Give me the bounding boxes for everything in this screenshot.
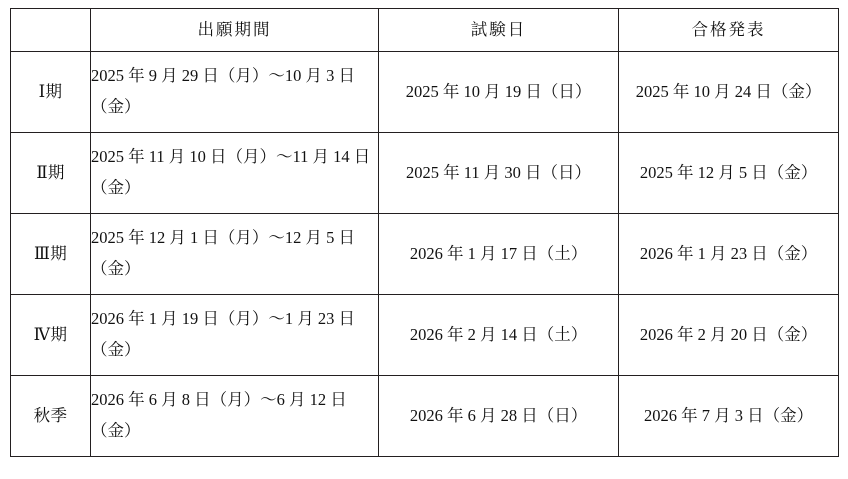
cell-term: Ⅱ期 (11, 133, 91, 214)
table-row (11, 52, 839, 133)
cell-exam-date: 2026 年 6 月 28 日（日） (379, 376, 619, 457)
column-header-exam-date (379, 9, 619, 52)
cell-term: 秋季 (11, 376, 91, 457)
cell-application-period: 2025 年 11 月 10 日（月）～11 月 14 日（金） (91, 133, 379, 214)
table-row (11, 295, 839, 376)
column-header-result-announcement (619, 9, 839, 52)
cell-application-period: 2025 年 9 月 29 日（月）～10 月 3 日（金） (91, 52, 379, 133)
table-row (11, 133, 839, 214)
column-header-result-announcement-label: 合格発表 (691, 19, 766, 39)
cell-exam-date: 2025 年 10 月 19 日（日） (379, 52, 619, 133)
header-row (11, 9, 839, 52)
cell-term: Ⅳ期 (11, 295, 91, 376)
cell-result-announcement: 2026 年 1 月 23 日（金） (619, 214, 839, 295)
cell-exam-date: 2026 年 1 月 17 日（土） (379, 214, 619, 295)
cell-result-announcement: 2026 年 2 月 20 日（金） (619, 295, 839, 376)
cell-result-announcement: 2026 年 7 月 3 日（金） (619, 376, 839, 457)
cell-exam-date: 2025 年 11 月 30 日（日） (379, 133, 619, 214)
cell-result-announcement: 2025 年 12 月 5 日（金） (619, 133, 839, 214)
exam-schedule-table (10, 8, 839, 457)
cell-term: Ⅲ期 (11, 214, 91, 295)
table-body (11, 52, 839, 457)
table-row (11, 214, 839, 295)
cell-application-period: 2026 年 1 月 19 日（月）～1 月 23 日（金） (91, 295, 379, 376)
table-row (11, 376, 839, 457)
column-header-application-period-label: 出願期間 (197, 19, 272, 39)
table-header (11, 9, 839, 52)
cell-exam-date: 2026 年 2 月 14 日（土） (379, 295, 619, 376)
cell-term: Ⅰ期 (11, 52, 91, 133)
column-header-exam-date-label: 試験日 (470, 19, 527, 39)
cell-result-announcement: 2025 年 10 月 24 日（金） (619, 52, 839, 133)
cell-application-period: 2026 年 6 月 8 日（月）～6 月 12 日（金） (91, 376, 379, 457)
column-header-term (11, 9, 91, 52)
column-header-application-period (91, 9, 379, 52)
cell-application-period: 2025 年 12 月 1 日（月）～12 月 5 日（金） (91, 214, 379, 295)
